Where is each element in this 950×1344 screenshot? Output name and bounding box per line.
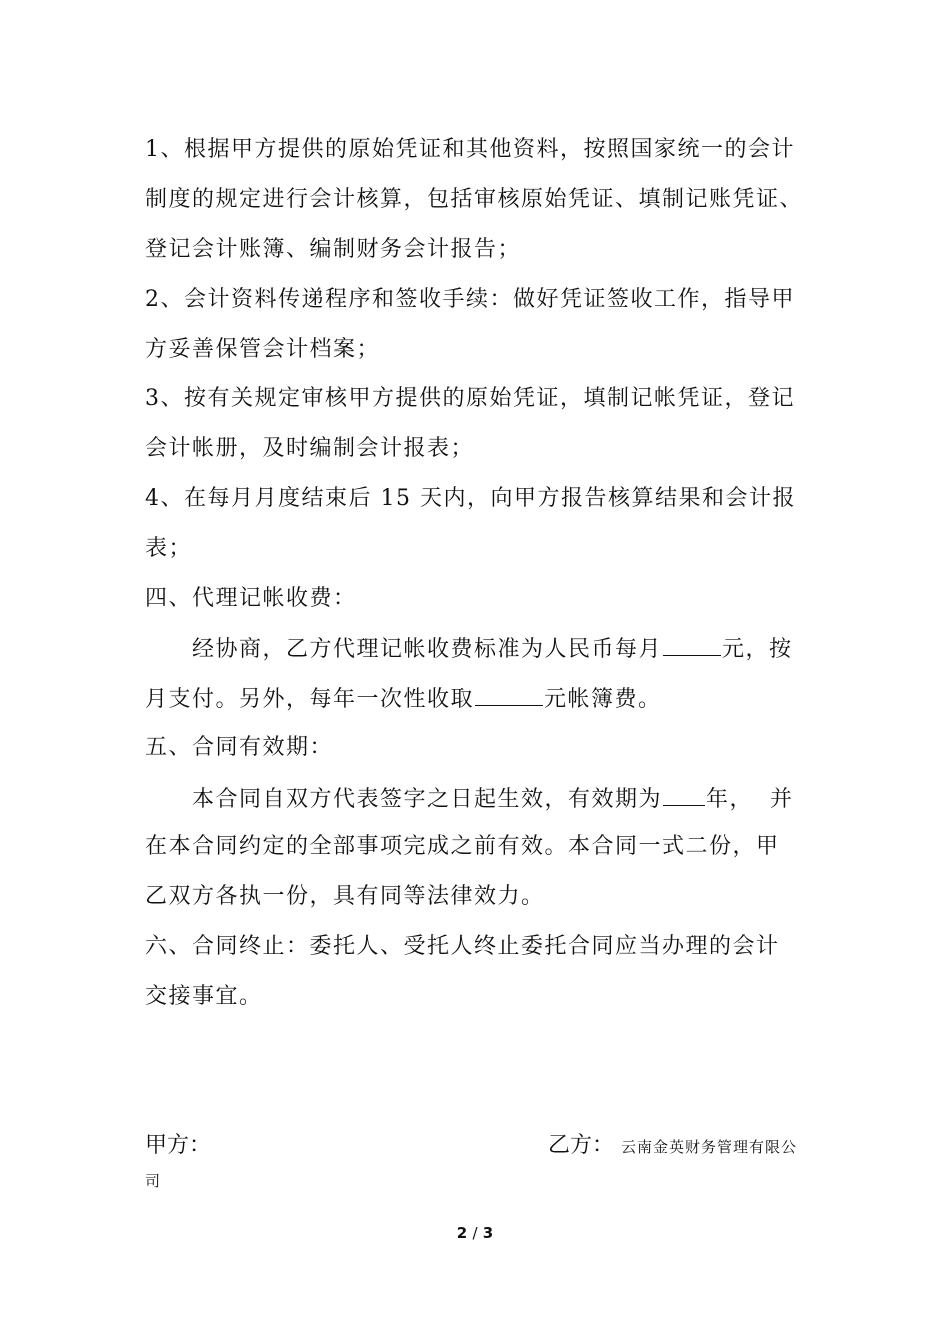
page-separator: / [472,1224,478,1242]
monthly-fee-blank[interactable] [663,633,721,656]
page-current: 2 [456,1224,468,1242]
fee-line-1 [192,633,793,665]
party-b-name: 云南金英财务管理有限公 [621,1138,798,1156]
page-number [0,1224,950,1242]
clause-4-line-1: 4、在每月月度结束后 15 天内，向甲方报告核算结果和会计报 [145,486,796,511]
fee-text-b: 元，按 [722,637,793,662]
fee-line-2 [145,683,662,715]
clause-1-line-3: 登记会计账簿、编制财务会计报告； [145,237,522,262]
party-a-label: 甲方： [145,1133,212,1158]
validity-text-a: 本合同自双方代表签字之日起生效，有效期为 [192,787,663,812]
party-b-block [548,1131,797,1162]
validity-line-1 [192,783,794,815]
validity-line-2: 在本合同约定的全部事项完成之前有效。本合同一式二份，甲 [145,834,780,859]
section-6-line-1: 六、合同终止：委托人、受托人终止委托合同应当办理的会计 [145,934,780,959]
section-6-line-2: 交接事宜。 [145,984,263,1009]
annual-fee-blank[interactable] [475,683,543,706]
section-5-title: 五、合同有效期： [145,735,334,760]
clause-1-line-2: 制度的规定进行会计核算，包括审核原始凭证、填制记账凭证、 [145,187,804,212]
page-total: 3 [482,1224,494,1242]
fee-text-c: 月支付。另外，每年一次性收取 [145,687,475,712]
party-b-name-wrap: 司 [145,1172,162,1190]
validity-line-3: 乙双方各执一份，具有同等法律效力。 [145,884,545,909]
party-b-label: 乙方： [548,1133,615,1158]
clause-2-line-2: 方妥善保管会计档案； [145,337,381,362]
validity-years-blank[interactable] [663,783,705,806]
fee-text-a: 经协商，乙方代理记帐收费标准为人民币每月 [192,637,663,662]
section-4-title: 四、代理记帐收费： [145,586,357,611]
clause-4-line-2: 表； [145,536,193,561]
clause-1-line-1: 1、根据甲方提供的原始凭证和其他资料，按照国家统一的会计 [145,137,795,162]
clause-2-line-1: 2、会计资料传递程序和签收手续：做好凭证签收工作，指导甲 [145,287,795,312]
fee-text-d: 元帐簿费。 [544,687,662,712]
validity-text-b: 年， 并 [706,787,794,812]
clause-3-line-1: 3、按有关规定审核甲方提供的原始凭证，填制记帐凭证，登记 [145,386,795,411]
clause-3-line-2: 会计帐册，及时编制会计报表； [145,436,475,461]
